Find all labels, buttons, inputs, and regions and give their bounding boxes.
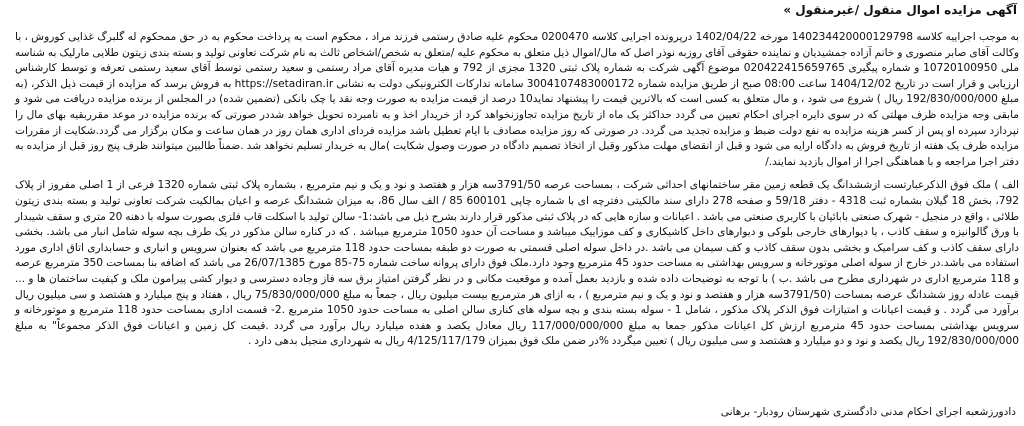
notice-title: آگهی مزایده اموال منقول /غیرمنقول » xyxy=(783,3,1017,17)
notice-paragraph-property-description: الف ) ملک فوق الذکرعبارتست ازششدانگ یک قطعه زمین مقر ساختمانهای احداثی شرکت ، بمساحت عرصه 3791/50سه هزار و هفتصد و نود و یک و نیم مترمربع ، بشماره پلاک ثبتی شماره 1320 فرعی از 1 اصلی مفروز از پلاک 792، بخش 18 گیلان بشماره ثبت 4318 - دفتر 59/18 و صفحه 278 دارای سند مالکیتی دفترچه ای با شماره چاپی 600101 85 / الف سال 86، به میزان ششدانگ عرصه و اعیان بمالکیت شرکت تعاونی تولید و بسته بندی زیتون طلائی ، واقع در منجیل - شهرک صنعتی بابائیان با کاربری صنعتی می باشد . اعیانات و سازه هایی که در پلاک ثبتی مذکور قرار دارند بشرح ذیل می باشد:1- سالن تولید با اسکلت قاب فلزی بصورت سوله با دهنه 20 متری و سقف شیبدار با ورق گالوانیزه و سقف کاذب ، با دیوارهای خارجی بلوکی و دیوارهای داخل کاشیکاری و کف موزاییک میباشد و مساحت آن حدود 1050 مترمربع میباشد . که در کناره سالن مذکور در یک طرف بچه سوله شامل انبار می باشد. بخشی دارای سقف کاذب و کف سرامیک و بخشی بدون سقف کاذب و کف سیمان می باشد .در داخل سوله اصلی قسمتی به صورت دو طبقه بمساحت حدود 118 مترمربع می باشد که بعنوان سرویس و انباری و حسابداری اتاق اداری مورد استفاده می باشد.در خارج از سوله اصلی موتورخانه و سرویس بهداشتی به مساحت حدود 45 مترمربع وجود دارد.ملک فوق دارای پروانه ساخت شماره 75-85 مورخ 26/07/1385 می باشد که اضافه بنا بمساحت 350 مترمربع عرصه و 118 مترمربع اداری در شهرداری مطرح می باشد .ب ) با توجه به توضیحات داده شده و بازدید بعمل آمده و موقعیت مکانی و در نظر گرفتن امتیاز برق سه فاز وجاده دسترسی و دیوار کشی پیرامون ملک و کیفیت ساختمان ها و ... قیمت عادله روز ششدانگ عرصه بمساحت (3791/50سه هزار و هفتصد و نود و یک و نیم مترمربع ) ، به ازای هر مترمربع بیست میلیون ریال ، جمعاً به مبلغ 75/830/000/000 ریال ، هفتاد و پنج میلیارد و هشتصد و سی میلیون ریال برآورد می گردد . و قیمت اعیانات و امتیازات فوق الذکر پلاک مذکور ، شامل 1 - سوله بسته بندی و بچه سوله های کناری سالن اصلی به مساحت حدود 1050 مترمربع .2- قسمت اداری بمساحت حدود 118 مترمربع و موتورخانه و سرویس بهداشتی بمساحت حدود 45 مترمربع ارزش کل اعیانات مذکور جمعا به مبلغ 117/000/000/000 ریال معادل یکصد و هفده میلیارد ریال برآورد می گردد .قیمت کل زمین و اعیانات فوق الذکر مجموعاً" به مبلغ 192/830/000/000 ریال یکصد و نود و دو میلیارد و هشتصد و سی میلیون ریال ) تعیین میگردد %در ضمن ملک فوق بمیزان 4/125/117/179 ریال به شهرداری منجیل بدهی دارد . xyxy=(15,179,1020,348)
notice-paragraph-auction-terms: به موجب اجراییه کلاسه 140234420000129798 مورخه 1402/04/22 درپرونده اجرایی کلاسه 0200470 محکوم علیه صادق رستمی فرزند مراد ، محکوم است به پرداخت محکوم به در حق ممحکوم له گلبرگ غذایی کوروش ، با وکالت آقای صابر منصوری و خانم آزاده جمشیدیان و نماینده حقوقی آقای روزبه نوذر اصل که مال/اموال ذیل متعلق به محکوم علیه /متعلق به شخص/اشخاص ثالث به نام شرکت تعاونی تولید و بسته بندی زیتون طلایی مارلیک به شناسه ملی 10720100950 و شماره پیگیری 020422415659765 موضوع آگهی شرکت به شماره پلاک ثبتی 1320 مجزی از 792 و هیات مدیره آقای مراد رستمی و سعید رستمی توسط آقای سعید رستمی تعرفه و توسط کارشناس ارزیابی و قرار است در تاریخ 1404/12/02 ساعت 08:00 صبح از طریق مزایده شماره 3004107483000172 سامانه تدارکات الکترونیکی دولت به نشانی https://setadiran.ir به فروش برسد که مزایده از قیمت ذیل الذکر، (به مبلغ 192/830/000/000 ریال ) شروع می شود ، و مال متعلق به کسی است که بالاترین قیمت را پیشنهاد نماید10 درصد از قیمت مزایده به صورت وجه نقد یا چک بانکی (تضمین شده) در المجلس از برنده مزایده دریافت می شود و مابقی وجه مزایده ظرف مهلتی که در سوی دایره اجرای احکام تعیین می گردد حداکثر یک ماه از تاریخ مزایده تجاوزنخواهد کرد از خریدار اخذ و به نامبرده تحویل خواهد شددر صورتی که برنده مزایده در موعد مقرربقیه بهای مال را نپردازد سپرده او پس از کسر هزینه مزایده به نفع دولت ضبط و مزایده تجدید می گردد. در صورتی که روز مزایده مصادف با ایام تعطیل باشد مزایده فردای اداری همان روز در همان ساعت و مکان برگزار می گردد.شکایت از مقررات مزایده ظرف یک هفته از تاریخ فروش به دادگاه ارایه می شود و قبل از انقضای مهلت مذکور وقبل از اتخاذ تصمیم دادگاه در صورت وصول شکایت )مال به خریدار تسلیم نخواهد شد .ضمناً طالبین میتوانند ظرف پنج روز قبل از مزایده به دفتر اجرا مراجعه و با هماهنگی اجرا از اموال بازدید نمایند./ xyxy=(15,31,1019,168)
notice-page xyxy=(10,2,1024,426)
notice-signature: دادورزشعبه اجرای احکام مدنی دادگستری شهرستان رودبار- برهانی xyxy=(720,406,1016,418)
